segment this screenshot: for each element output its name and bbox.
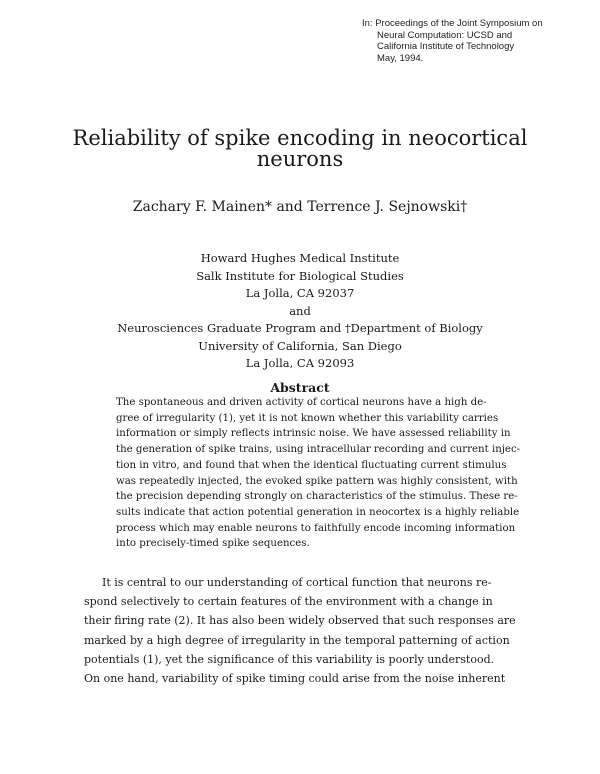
- intro-line: On one hand, variability of spike timing could arise from the noise inherent: [84, 672, 506, 686]
- publication-note-line: In: Proceedings of the Joint Symposium on: [362, 18, 543, 29]
- abstract-line: was repeatedly injected, the evoked spike pattern was highly consistent, with: [116, 475, 518, 487]
- abstract-heading: Abstract: [270, 380, 330, 395]
- abstract-line: gree of irregularity (1), yet it is not known whether this variability carries: [116, 412, 499, 424]
- abstract-line: information or simply reflects intrinsic noise. We have assessed reliability in: [116, 428, 511, 440]
- publication-note-line: May, 1994.: [377, 52, 424, 64]
- paper-title: [60, 128, 540, 170]
- abstract-line: the generation of spike trains, using intracellular recording and current injec-: [116, 444, 521, 456]
- affiliation-line: Salk Institute for Biological Studies: [196, 268, 404, 283]
- affiliations-block: [0, 250, 600, 373]
- affiliation-line: and: [289, 303, 311, 318]
- affiliation-line: Neurosciences Graduate Program and †Department of Biology: [117, 321, 483, 335]
- affiliation-line: Howard Hughes Medical Institute: [200, 251, 400, 265]
- affiliation-line: La Jolla, CA 92093: [245, 356, 355, 370]
- abstract-line: into precisely-timed spike sequences.: [116, 538, 310, 550]
- abstract-body: [116, 395, 521, 552]
- intro-line: potentials (1), yet the significance of this variability is poorly understood.: [84, 652, 495, 666]
- intro-line: spond selectively to certain features of the environment with a change in: [84, 595, 493, 609]
- paper-title-line-1: Reliability of spike encoding in neocortical: [72, 126, 528, 150]
- publication-note: [362, 18, 594, 64]
- intro-line: It is central to our understanding of cortical function that neurons re-: [102, 576, 492, 589]
- abstract-line: the precision depending strongly on characteristics of the stimulus. These re-: [116, 491, 518, 503]
- affiliation-line: University of California, San Diego: [198, 338, 402, 353]
- intro-line: their firing rate (2). It has also been widely observed that such responses are: [84, 614, 516, 628]
- intro-paragraph: [84, 573, 524, 688]
- intro-line: marked by a high degree of irregularity in the temporal patterning of action: [84, 633, 510, 647]
- author-list: Zachary F. Mainen* and Terrence J. Sejnowski†: [132, 199, 468, 215]
- publication-note-line: Neural Computation: UCSD and: [377, 29, 513, 41]
- affiliation-line: La Jolla, CA 92037: [245, 286, 355, 300]
- paper-title-line-2: neurons: [256, 147, 344, 171]
- abstract-line: sults indicate that action potential generation in neocortex is a highly reliable: [116, 506, 520, 518]
- abstract-line: The spontaneous and driven activity of cortical neurons have a high de-: [116, 397, 487, 408]
- abstract-line: tion in vitro, and found that when the identical fluctuating current stimulus: [116, 459, 507, 471]
- publication-note-line: California Institute of Technology: [377, 41, 515, 52]
- abstract-line: process which may enable neurons to faithfully encode incoming information: [116, 522, 516, 534]
